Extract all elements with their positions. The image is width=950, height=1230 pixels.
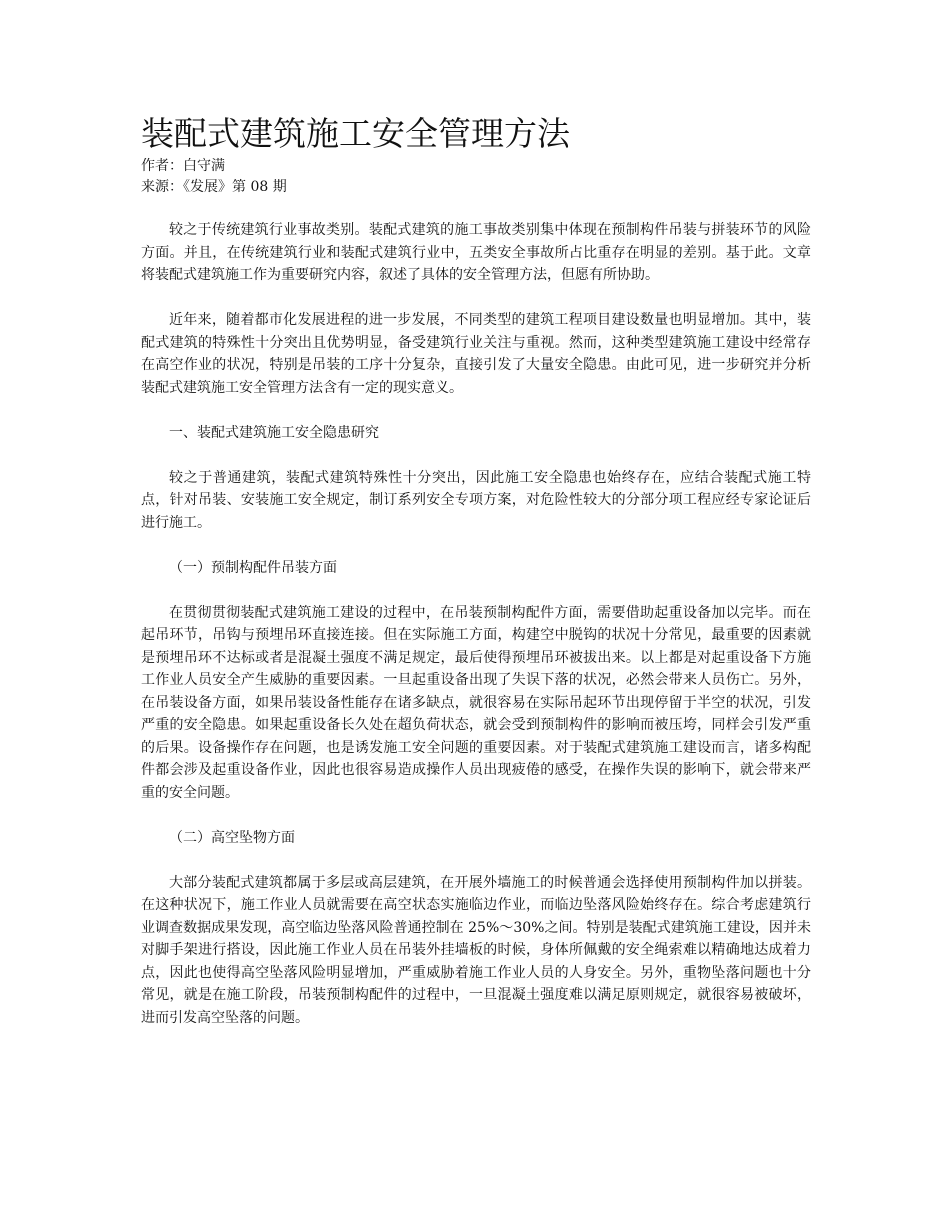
section-heading: 一、装配式建筑施工安全隐患研究 xyxy=(169,424,379,441)
article-source: 来源：《发展》第 08 期 xyxy=(141,179,287,195)
subsection-heading: （一）预制构配件吊装方面 xyxy=(169,559,337,576)
body-paragraph: 大部分装配式建筑都属于多层或高层建筑，在开展外墙施工的时候普通会选择使用预制构件加以拼装。在这种状况下，施工作业人员就需要在高空状态实施临边作业，而临边坠落风险始终存在。综合考虑建筑行业调查数据成果发现，高空临边坠落风险普通控制在 25%～30%之间。特别是装配式建筑施工建设，因并未对脚手架进行搭设，因此施工作业人员在吊装外挂墙板的时候，身体所佩戴的安全绳索难以精确地达成着力点，因此也使得高空坠落风险明显增加，严重威胁着施工作业人员的人身安全。另外，重物坠落问题也十分常见，就是在施工阶段，吊装预制构配件的过程中，一旦混凝土强度难以满足原则规定，就很容易被破坏，进而引发高空坠落的问题。 xyxy=(141,874,811,1026)
body-paragraph: 近年来，随着都市化发展进程的进一步发展，不同类型的建筑工程项目建设数量也明显增加。其中，装配式建筑的特殊性十分突出且优势明显，备受建筑行业关注与重视。然而，这种类型建筑施工建设中经常存在高空作业的状况，特别是吊装的工序十分复杂，直接引发了大量安全隐患。由此可见，进一步研究并分析装配式建筑施工安全管理方法含有一定的现实意义。 xyxy=(141,312,811,396)
body-paragraph: 较之于普通建筑，装配式建筑特殊性十分突出，因此施工安全隐患也始终存在，应结合装配式施工特点，针对吊装、安装施工安全规定，制订系列安全专项方案，对危险性较大的分部分项工程应经专家论证后进行施工。 xyxy=(141,469,811,531)
body-paragraph: 较之于传统建筑行业事故类别。装配式建筑的施工事故类别集中体现在预制构件吊装与拼装环节的风险方面。并且，在传统建筑行业和装配式建筑行业中，五类安全事故所占比重存在明显的差别。基于此。文章将装配式建筑施工作为重要研究内容，叙述了具体的安全管理方法，但愿有所协助。 xyxy=(141,222,811,283)
subsection-heading: （二）高空坠物方面 xyxy=(169,829,295,846)
body-paragraph: 在贯彻贯彻装配式建筑施工建设的过程中，在吊装预制构配件方面，需要借助起重设备加以完毕。而在起吊环节，吊钩与预埋吊环直接连接。但在实际施工方面，构建空中脱钩的状况十分常见，最重要的因素就是预埋吊环不达标或者是混凝土强度不满足规定，最后使得预埋吊环被拔出来。以上都是对起重设备下方施工作业人员安全产生威胁的重要因素。一旦起重设备出现了失误下落的状况，必然会带来人员伤亡。另外，在吊装设备方面，如果吊装设备性能存在诸多缺点，就很容易在实际吊起环节出现停留于半空的状况，引发严重的安全隐患。如果起重设备长久处在超负荷状态，就会受到预制构件的影响而被压垮，同样会引发严重的后果。设备操作存在问题，也是诱发施工安全问题的重要因素。对于装配式建筑施工建设而言，诸多构配件都会涉及起重设备作业，因此也很容易造成操作人员出现疲倦的感受，在操作失误的影响下，就会带来严重的安全问题。 xyxy=(141,604,811,801)
article-body xyxy=(141,219,811,1029)
document-page xyxy=(141,112,811,1052)
article-title: 装配式建筑施工安全管理方法 xyxy=(141,114,570,153)
article-author: 作者：白守满 xyxy=(141,158,225,174)
